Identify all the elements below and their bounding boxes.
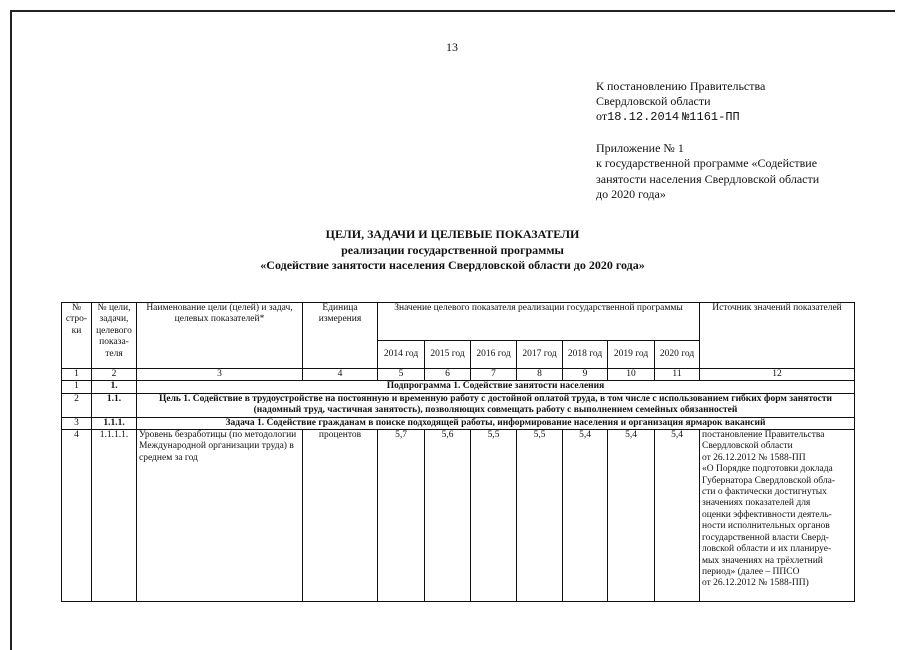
header-year-2014: 2014 год	[378, 341, 425, 369]
resolution-date-line	[596, 109, 765, 125]
source-line: от 26.12.2012 № 1588-ПП)	[702, 578, 809, 589]
title-line-1: ЦЕЛИ, ЗАДАЧИ И ЦЕЛЕВЫЕ ПОКАЗАТЕЛИ	[325, 227, 580, 241]
source-line: от 26.12.2012 № 1588-ПП	[702, 452, 806, 463]
header-row-no: № стро-ки	[62, 303, 92, 369]
indicator-source	[700, 430, 855, 602]
indicator-value-2019: 5,4	[608, 430, 655, 602]
resolution-prefix: от	[596, 109, 608, 123]
header-year-2017: 2017 год	[517, 341, 563, 369]
column-number: 10	[608, 369, 655, 381]
row-code: 1.	[92, 381, 137, 393]
resolution-date: 18.12.2014	[607, 110, 680, 124]
source-line: оценки эффективности деятель-	[702, 509, 832, 520]
table-row	[62, 417, 855, 429]
title-line-2: реализации государственной программы	[341, 242, 564, 257]
appendix-reference	[596, 141, 819, 202]
row-code: 1.1.	[92, 393, 137, 417]
appendix-line-2: к государственной программе «Содействие	[596, 156, 818, 171]
resolution-line-2: Свердловской области	[596, 94, 711, 108]
header-unit: Единица измерения	[303, 303, 378, 369]
resolution-reference	[596, 79, 765, 125]
column-number: 6	[425, 369, 471, 381]
goal-title: Цель 1. Содействие в трудоустройстве на постоянную и временную работу с достойной оплатой труда, в том числе с использованием гибких форм занятости (надомный труд, частичная занятость), позволяющих совмещать работу с выполнением семейных обязанностей	[137, 393, 855, 417]
row-code: 1.1.1.	[92, 417, 137, 429]
column-number: 9	[563, 369, 608, 381]
header-year-2015: 2015 год	[425, 341, 471, 369]
indicator-row	[62, 430, 855, 602]
table-row	[62, 381, 855, 393]
source-line: Губернатора Свердловской обла-	[702, 475, 835, 486]
title-line-3: «Содействие занятости населения Свердловской области до 2020 года»	[260, 258, 645, 272]
column-number-row	[62, 369, 855, 381]
row-number: 2	[62, 393, 92, 417]
resolution-number: №1161-ПП	[682, 110, 740, 124]
source-line: постановление Правительства	[702, 430, 825, 441]
source-line: значениях показателей для	[702, 498, 811, 509]
column-number: 4	[303, 369, 378, 381]
subprogram-title: Подпрограмма 1. Содействие занятости населения	[137, 381, 855, 393]
task-title: Задача 1. Содействие гражданам в поиске подходящей работы, информирование населения и организация ярмарок вакансий	[137, 417, 855, 429]
indicator-value-2018: 5,4	[563, 430, 608, 602]
goals-table	[61, 302, 855, 602]
source-line: государственной власти Сверд-	[702, 532, 829, 543]
header-year-2018: 2018 год	[563, 341, 608, 369]
resolution-line-1: К постановлению Правительства	[596, 79, 766, 93]
column-number: 1	[62, 369, 92, 381]
column-number: 7	[471, 369, 517, 381]
header-row-1	[62, 303, 855, 341]
indicator-value-2020: 5,4	[655, 430, 700, 602]
column-number: 2	[92, 369, 137, 381]
source-line: сти о фактически достигнутых	[702, 487, 827, 498]
row-number: 4	[62, 430, 92, 602]
column-number: 11	[655, 369, 700, 381]
source-line: «О Порядке подготовки доклада	[702, 464, 833, 475]
header-name: Наименование цели (целей) и задач, целевых показателей*	[137, 303, 303, 369]
indicator-value-2016: 5,5	[471, 430, 517, 602]
source-line: ловской области и их планируе-	[702, 544, 832, 555]
column-number: 12	[700, 369, 855, 381]
header-value-group: Значение целевого показателя реализации государственной программы	[378, 303, 700, 341]
column-number: 3	[137, 369, 303, 381]
document-title	[0, 227, 905, 274]
row-code: 1.1.1.1.	[92, 430, 137, 602]
indicator-unit: процентов	[303, 430, 378, 602]
source-line: Свердловской области	[702, 441, 793, 452]
indicator-value-2017: 5,5	[517, 430, 563, 602]
indicator-name: Уровень безработицы (по методологии Международной организации труда) в среднем за год	[137, 430, 303, 602]
header-year-2016: 2016 год	[471, 341, 517, 369]
appendix-line-1: Приложение № 1	[596, 141, 684, 155]
column-number: 5	[378, 369, 425, 381]
appendix-line-4: до 2020 года»	[596, 186, 666, 201]
table-row	[62, 393, 855, 417]
row-number: 3	[62, 417, 92, 429]
source-line: ности исполнительных органов	[702, 521, 830, 532]
indicator-value-2014: 5,7	[378, 430, 425, 602]
header-year-2020: 2020 год	[655, 341, 700, 369]
header-source: Источник значений показателей	[700, 303, 855, 369]
header-year-2019: 2019 год	[608, 341, 655, 369]
source-line: период» (далее – ППСО	[702, 566, 800, 577]
row-number: 1	[62, 381, 92, 393]
indicator-value-2015: 5,6	[425, 430, 471, 602]
appendix-line-3: занятости населения Свердловской области	[596, 171, 820, 186]
page-number: 13	[446, 40, 458, 54]
source-line: мых значениях на трёхлетний	[702, 555, 823, 566]
column-number: 8	[517, 369, 563, 381]
header-goal-no: № цели, задачи, целевого показа-теля	[92, 303, 137, 369]
